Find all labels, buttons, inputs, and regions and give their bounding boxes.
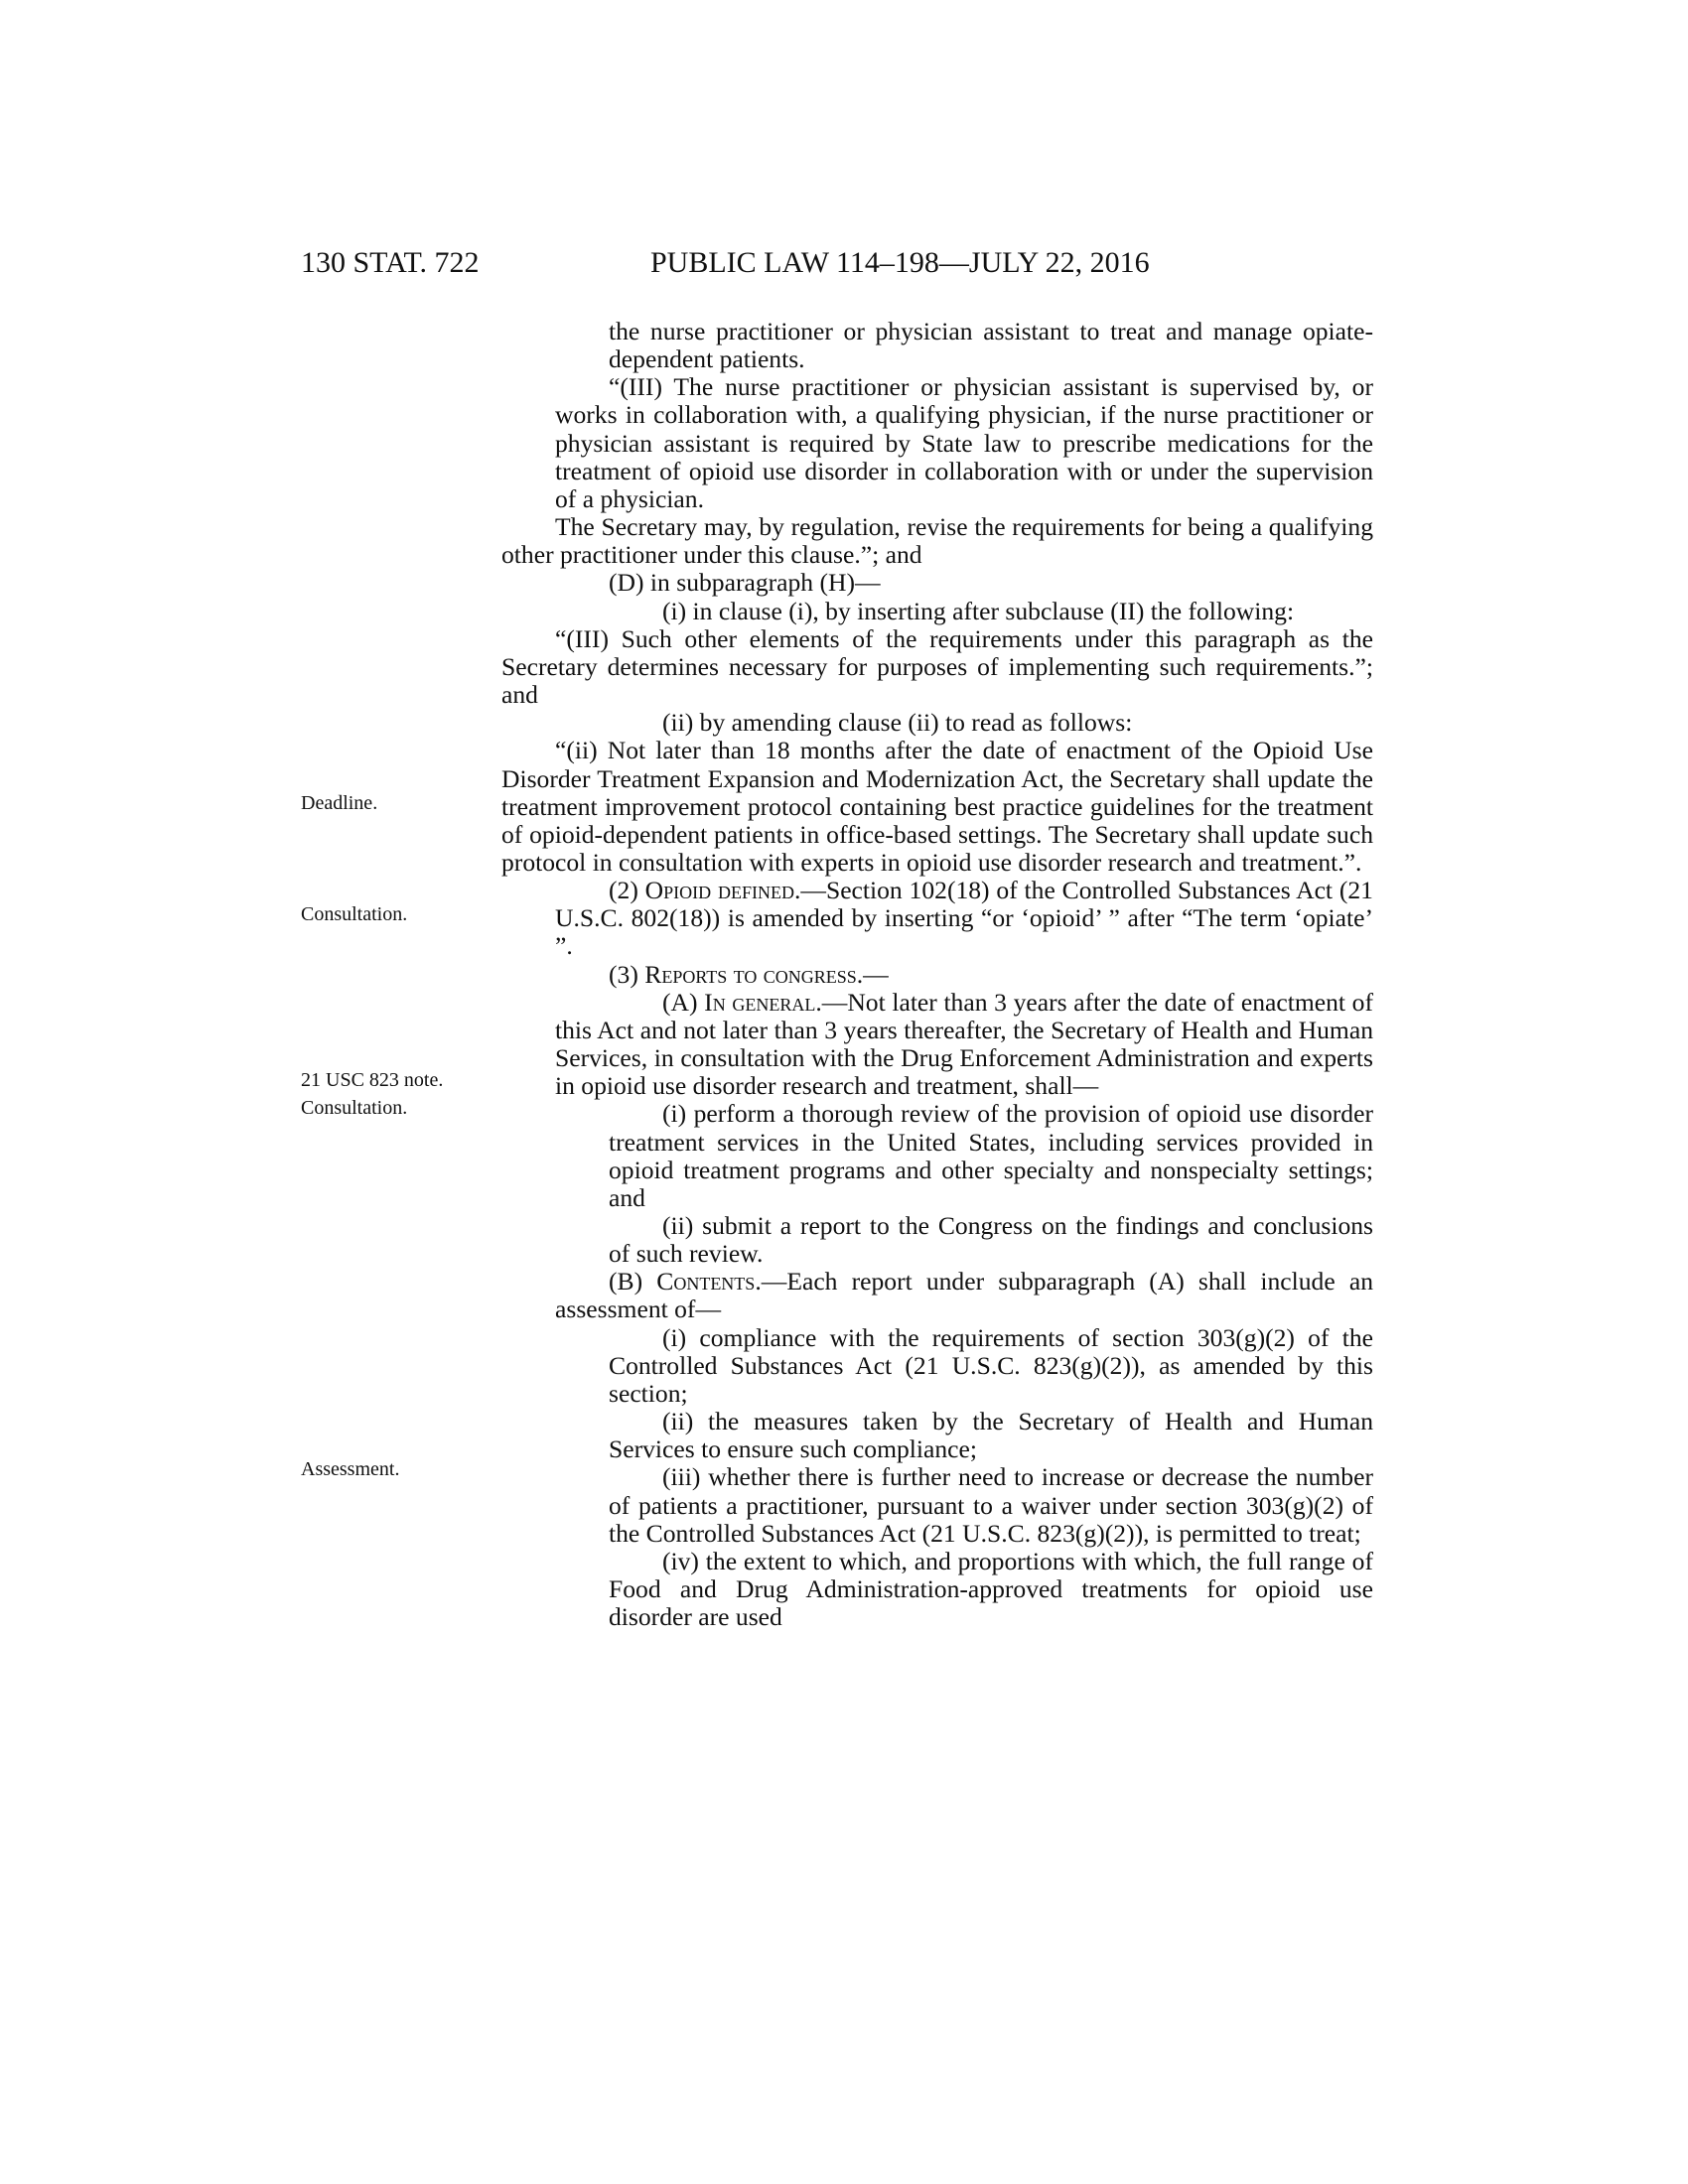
paragraph: (i) in clause (i), by inserting after subclause (II) the following: (662, 596, 1295, 625)
margin-note-deadline: Deadline. (301, 792, 378, 814)
statute-text (501, 318, 1373, 1631)
paragraph: “(ii) Not later than 18 months after the date of enactment of the Opioid Use Disorder Treatment Expansion and Modernization Act, the Secretary shall update the treatment improvement protocol containing best practice guidelines for the treatment of opioid-dependent patients in office-based settings. The Secretary shall update such protocol in consultation with experts in opioid use disorder research and treatment.”. (501, 736, 1373, 877)
paragraph: (A) In general.—Not later than 3 years after the date of enactment of this Act and not later than 3 years thereafter, the Secretary of Health and Human Services, in consultation with the Drug Enforcement Administration and experts in opioid use disorder research and treatment, shall— (555, 987, 1373, 1101)
margin-note-consultation: Consultation. (301, 903, 408, 925)
paragraph: (i) compliance with the requirements of section 303(g)(2) of the Controlled Substances Act (21 U.S.C. 823(g)(2)), as amended by this section; (609, 1322, 1373, 1408)
margin-note-consultation: Consultation. (301, 1097, 408, 1119)
page-header (0, 246, 1688, 286)
margin-note-usc: 21 USC 823 note. (301, 1069, 444, 1091)
section-heading: Opioid defined (644, 876, 794, 905)
margin-note-assessment: Assessment. (301, 1458, 400, 1480)
running-title: PUBLIC LAW 114–198—JULY 22, 2016 (650, 246, 1150, 279)
paragraph: The Secretary may, by regulation, revise the requirements for being a qualifying other practitioner under this clause.”; and (501, 512, 1373, 570)
section-heading: Reports to congress (644, 959, 857, 989)
paragraph: (iii) whether there is further need to increase or decrease the number of patients a practitioner, pursuant to a waiver under section 303(g)(2) of the Controlled Substances Act (21 U.S.C. 823(g)(2)), is permitted to treat; (609, 1462, 1373, 1548)
paragraph: (i) perform a thorough review of the provision of opioid use disorder treatment services in the United States, including services provided in opioid treatment programs and other specialty and nonspecialty settings; and (609, 1099, 1373, 1212)
paragraph: “(III) Such other elements of the requirements under this paragraph as the Secretary determines necessary for purposes of implementing such requirements.”; and (501, 623, 1373, 710)
paragraph: (2) Opioid defined.—Section 102(18) of the Controlled Substances Act (21 U.S.C. 802(18)) is amended by inserting “or ‘opioid’ ” after “The term ‘opiate’ ”. (555, 876, 1373, 961)
section-heading: In general (704, 987, 816, 1017)
paragraph: (ii) submit a report to the Congress on the findings and conclusions of such review. (609, 1211, 1373, 1269)
paragraph: (B) Contents.—Each report under subparagraph (A) shall include an assessment of— (555, 1267, 1373, 1324)
paragraph: the nurse practitioner or physician assistant to treat and manage opiate-dependent patients. (609, 317, 1373, 374)
statute-page-number: 130 STAT. 722 (301, 246, 480, 279)
paragraph: (ii) by amending clause (ii) to read as follows: (662, 708, 1133, 738)
paragraph: (ii) the measures taken by the Secretary of Health and Human Services to ensure such compliance; (609, 1407, 1373, 1464)
paragraph: (D) in subparagraph (H)— (609, 568, 881, 598)
section-heading: Contents (656, 1267, 756, 1297)
paragraph: (3) Reports to congress.— (609, 959, 889, 989)
paragraph: “(III) The nurse practitioner or physician assistant is supervised by, or works in collaboration with, a qualifying physician, if the nurse practitioner or physician assistant is required by State law to prescribe medications for the treatment of opioid use disorder in collaboration with or under the supervision of a physician. (555, 372, 1373, 513)
paragraph: (iv) the extent to which, and proportions with which, the full range of Food and Drug Administration-approved treatments for opioid use disorder are used (609, 1546, 1373, 1632)
